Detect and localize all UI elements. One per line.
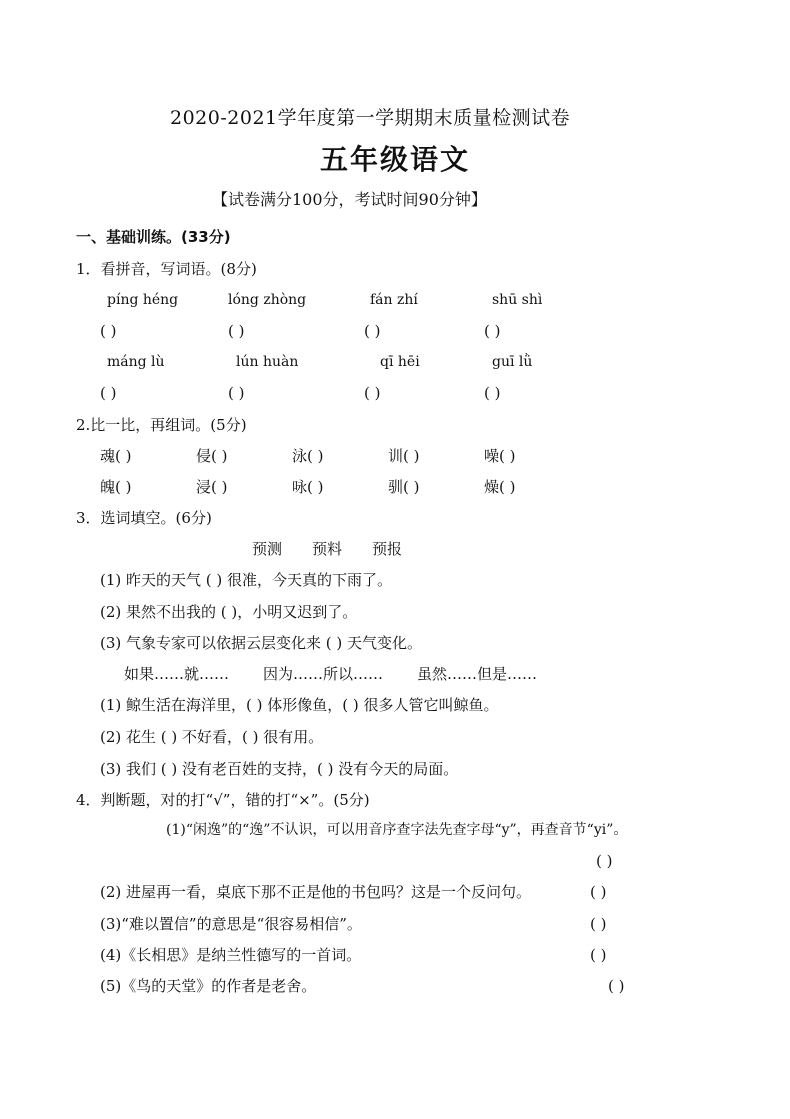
word-compare-item[interactable]: 咏( ) bbox=[292, 478, 324, 496]
word-compare-item[interactable]: 魄( ) bbox=[100, 478, 132, 496]
judgement-blank[interactable]: ( ) bbox=[596, 852, 613, 870]
answer-blank[interactable]: ( ) bbox=[100, 384, 117, 402]
word-choice: 预报 bbox=[372, 540, 403, 558]
judgement-blank[interactable]: ( ) bbox=[590, 915, 607, 933]
exam-title: 2020-2021学年度第一学期期末质量检测试卷 bbox=[170, 107, 571, 129]
conjunction-choice: 虽然……但是…… bbox=[417, 665, 538, 683]
conjunction-choice: 因为……所以…… bbox=[263, 665, 384, 683]
exam-note: 【试卷满分100分，考试时间90分钟】 bbox=[212, 190, 487, 209]
question-3-heading: 3．选词填空。(6分) bbox=[76, 509, 212, 527]
word-compare-item[interactable]: 驯( ) bbox=[388, 478, 420, 496]
answer-blank[interactable]: ( ) bbox=[364, 384, 381, 402]
pinyin-item: lún huàn bbox=[236, 354, 299, 370]
answer-blank[interactable]: ( ) bbox=[484, 384, 501, 402]
question-2-heading: 2.比一比，再组词。(5分) bbox=[76, 416, 247, 434]
fill-sentence[interactable]: (3) 气象专家可以依据云层变化来 ( ) 天气变化。 bbox=[100, 634, 423, 652]
pinyin-item: máng lù bbox=[107, 354, 165, 370]
judgement-blank[interactable]: ( ) bbox=[590, 883, 607, 901]
judgement-blank[interactable]: ( ) bbox=[590, 946, 607, 964]
pinyin-item: píng héng bbox=[107, 292, 179, 308]
judgement-item: (4)《长相思》是纳兰性德写的一首词。 bbox=[100, 946, 362, 964]
question-4-heading: 4．判断题，对的打“√”，错的打“×”。(5分) bbox=[76, 791, 370, 809]
pinyin-item: fán zhí bbox=[370, 292, 418, 308]
fill-sentence[interactable]: (3) 我们 ( ) 没有老百姓的支持，( ) 没有今天的局面。 bbox=[100, 760, 459, 778]
word-choice: 预测 bbox=[252, 540, 283, 558]
word-compare-item[interactable]: 训( ) bbox=[388, 447, 420, 465]
judgement-item: (1)“闲逸”的“逸”不认识，可以用音序查字法先查字母“y”，再查音节“yi”。 bbox=[166, 822, 628, 838]
answer-blank[interactable]: ( ) bbox=[228, 322, 245, 340]
pinyin-item: qī hēi bbox=[380, 354, 420, 370]
question-1-heading: 1．看拼音，写词语。(8分) bbox=[76, 260, 257, 278]
pinyin-item: guī lǜ bbox=[492, 354, 533, 370]
fill-sentence[interactable]: (2) 花生 ( ) 不好看，( ) 很有用。 bbox=[100, 728, 324, 746]
answer-blank[interactable]: ( ) bbox=[364, 322, 381, 340]
pinyin-item: shū shì bbox=[492, 292, 543, 308]
word-compare-item[interactable]: 侵( ) bbox=[196, 447, 228, 465]
answer-blank[interactable]: ( ) bbox=[228, 384, 245, 402]
conjunction-choices bbox=[124, 665, 571, 683]
word-choice: 预料 bbox=[312, 540, 343, 558]
word-compare-item[interactable]: 噪( ) bbox=[484, 447, 516, 465]
fill-sentence[interactable]: (2) 果然不出我的 ( )，小明又迟到了。 bbox=[100, 603, 358, 621]
judgement-item: (3)“难以置信”的意思是“很容易相信”。 bbox=[100, 915, 362, 933]
fill-sentence[interactable]: (1) 昨天的天气 ( ) 很准，今天真的下雨了。 bbox=[100, 571, 393, 589]
pinyin-item: lóng zhòng bbox=[228, 292, 307, 308]
subject-title: 五年级语文 bbox=[320, 143, 471, 176]
answer-blank[interactable]: ( ) bbox=[100, 322, 117, 340]
answer-blank[interactable]: ( ) bbox=[484, 322, 501, 340]
word-compare-item[interactable]: 魂( ) bbox=[100, 447, 132, 465]
fill-sentence[interactable]: (1) 鲸生活在海洋里，( ) 体形像鱼，( ) 很多人管它叫鲸鱼。 bbox=[100, 696, 499, 714]
judgement-item: (5)《鸟的天堂》的作者是老舍。 bbox=[100, 977, 317, 995]
conjunction-choice: 如果……就…… bbox=[124, 665, 230, 683]
judgement-blank[interactable]: ( ) bbox=[608, 977, 625, 995]
section-heading: 一、基础训练。(33分) bbox=[76, 228, 231, 246]
word-choices bbox=[252, 540, 432, 558]
word-compare-item[interactable]: 燥( ) bbox=[484, 478, 516, 496]
word-compare-item[interactable]: 浸( ) bbox=[196, 478, 228, 496]
judgement-item: (2) 进屋再一看，桌底下那不正是他的书包吗？这是一个反问句。 bbox=[100, 883, 532, 901]
word-compare-item[interactable]: 泳( ) bbox=[292, 447, 324, 465]
